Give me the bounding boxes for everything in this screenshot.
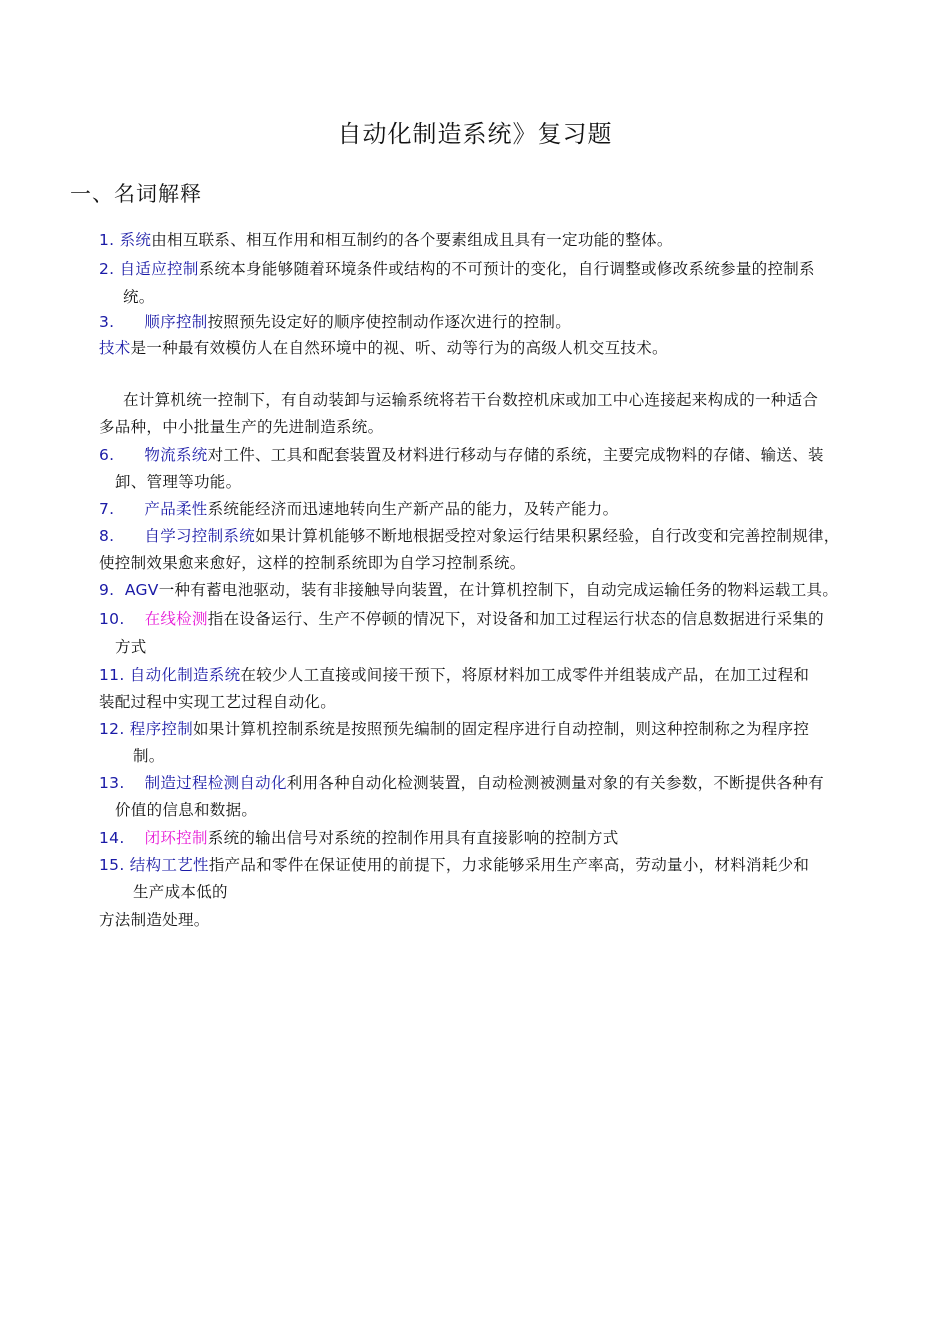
definition: 一种有蓄电池驱动，装有非接触导向装置，在计算机控制下，自动完成运输任务的物料运载工具。 — [158, 581, 839, 599]
list-item — [99, 499, 618, 519]
list-item — [99, 580, 838, 600]
definition: 在较少人工直接或间接干预下，将原材料加工成零件并组装成产品，在加工过程和 — [240, 666, 810, 684]
term: 制造过程检测自动化 — [144, 774, 287, 792]
list-item — [99, 445, 824, 465]
list-item — [99, 312, 571, 332]
list-item — [99, 609, 824, 629]
section-heading: 一、名词解释 — [70, 182, 202, 206]
term: 产品柔性 — [144, 500, 208, 518]
term: 程序控制 — [129, 720, 193, 738]
list-item: 在计算机统一控制下，有自动装卸与运输系统将若干台数控机床或加工中心连接起来构成的一种适合 — [123, 391, 819, 409]
item-number: 11. — [99, 666, 125, 684]
definition-continued: 制。 — [133, 747, 165, 765]
definition-continued: 生产成本低的 — [133, 883, 228, 901]
list-item — [99, 230, 673, 250]
item-number: 8. — [99, 527, 115, 545]
item-number: 3. — [99, 313, 115, 331]
list-item — [99, 259, 815, 279]
list-item — [99, 526, 840, 546]
term: 自适应控制 — [119, 260, 199, 278]
definition: 由相互联系、相互作用和相互制约的各个要素组成且具有一定功能的整体。 — [151, 231, 673, 249]
definition-continued: 方法制造处理。 — [99, 911, 210, 929]
list-item — [99, 828, 619, 848]
definition: 利用各种自动化检测装置，自动检测被测量对象的有关参数，不断提供各种有 — [286, 774, 824, 792]
definition: 如果计算机能够不断地根据受控对象运行结果积累经验，自行改变和完善控制规律， — [255, 527, 840, 545]
term: 技术 — [99, 339, 131, 357]
definition: 对工件、工具和配套装置及材料进行移动与存储的系统，主要完成物料的存储、输送、装 — [207, 446, 824, 464]
term: 自动化制造系统 — [129, 666, 241, 684]
term: 顺序控制 — [144, 313, 208, 331]
definition: 系统本身能够随着环境条件或结构的不可预计的变化，自行调整或修改系统参量的控制系 — [198, 260, 815, 278]
definition-continued: 统。 — [123, 288, 155, 306]
item-number: 10. — [99, 610, 125, 628]
definition: 指产品和零件在保证使用的前提下，力求能够采用生产率高，劳动量小，材料消耗少和 — [208, 856, 810, 874]
term: 闭环控制 — [144, 829, 208, 847]
list-item — [99, 665, 809, 685]
list-item — [99, 338, 668, 358]
item-number: 1. — [99, 231, 115, 249]
definition: 是一种最有效模仿人在自然环境中的视、听、动等行为的高级人机交互技术。 — [130, 339, 668, 357]
definition: 系统能经济而迅速地转向生产新产品的能力，及转产能力。 — [207, 500, 619, 518]
list-item — [99, 855, 809, 875]
definition-continued: 卸、管理等功能。 — [115, 473, 242, 491]
item-number: 15. — [99, 856, 125, 874]
list-item — [99, 773, 824, 793]
item-number: 2. — [99, 260, 115, 278]
term: 系统 — [119, 231, 152, 249]
definition-continued: 价值的信息和数据。 — [115, 801, 258, 819]
term: 结构工艺性 — [129, 856, 209, 874]
definition: 按照预先设定好的顺序使控制动作逐次进行的控制。 — [207, 313, 571, 331]
definition: 指在设备运行、生产不停顿的情况下，对设备和加工过程运行状态的信息数据进行采集的 — [207, 610, 824, 628]
item-number: 14. — [99, 829, 125, 847]
item-number: 13. — [99, 774, 125, 792]
definition-continued: 多品种，中小批量生产的先进制造系统。 — [99, 418, 384, 436]
page-title: 自动化制造系统》复习题 — [337, 120, 613, 148]
definition: 如果计算机控制系统是按照预先编制的固定程序进行自动控制，则这种控制称之为程序控 — [193, 720, 810, 738]
term: AGV — [124, 581, 159, 599]
term: 自学习控制系统 — [144, 527, 255, 545]
item-number: 9. — [99, 581, 115, 599]
definition-continued: 使控制效果愈来愈好，这样的控制系统即为自学习控制系统。 — [99, 554, 526, 572]
item-number: 12. — [99, 720, 125, 738]
item-number: 7. — [99, 500, 115, 518]
definition: 系统的输出信号对系统的控制作用具有直接影响的控制方式 — [207, 829, 619, 847]
term: 物流系统 — [144, 446, 208, 464]
definition-continued: 方式 — [115, 638, 147, 656]
definition-continued: 装配过程中实现工艺过程自动化。 — [99, 693, 337, 711]
item-number: 6. — [99, 446, 115, 464]
list-item — [99, 719, 809, 739]
term: 在线检测 — [144, 610, 208, 628]
